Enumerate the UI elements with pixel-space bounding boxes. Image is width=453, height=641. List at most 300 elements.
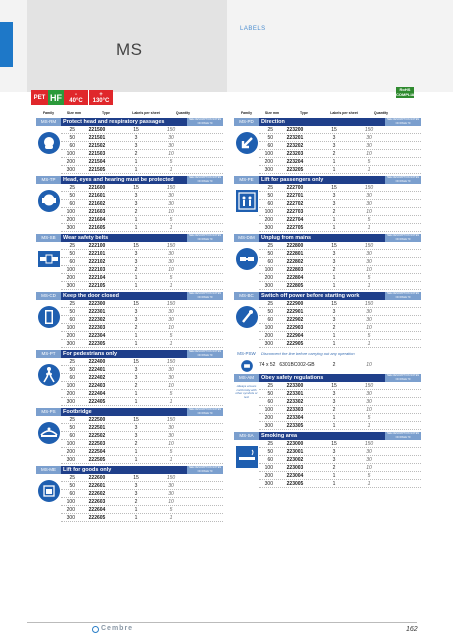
table-row bbox=[61, 158, 223, 166]
table-row bbox=[61, 126, 223, 134]
type-cell: 223204 bbox=[286, 158, 304, 165]
size-cell: 200 bbox=[66, 158, 75, 165]
quantity-cell: 150 bbox=[364, 126, 374, 133]
quantity-cell: 1 bbox=[169, 340, 173, 347]
size-cell: 300 bbox=[264, 480, 273, 487]
family-body bbox=[234, 242, 421, 290]
labels-per-sheet-cell: 2 bbox=[134, 440, 138, 447]
labels-per-sheet-cell: 2 bbox=[134, 324, 138, 331]
labels-per-sheet-cell: 3 bbox=[134, 142, 138, 149]
family-code: MS-PS bbox=[36, 408, 61, 416]
size-cell: 200 bbox=[264, 274, 273, 281]
product-family bbox=[234, 432, 421, 488]
family-code: MS-AM bbox=[234, 374, 259, 382]
table-row bbox=[61, 300, 223, 308]
quantity-cell: 150 bbox=[166, 242, 176, 249]
size-cell: 60 bbox=[69, 374, 75, 381]
quantity-cell: 30 bbox=[168, 424, 174, 431]
family-header-row bbox=[36, 176, 223, 184]
table-row bbox=[61, 324, 223, 332]
size-cell: 50 bbox=[69, 250, 75, 257]
size-cell: 200 bbox=[264, 414, 273, 421]
type-cell: 222502 bbox=[88, 432, 106, 439]
quantity-cell: 150 bbox=[364, 440, 374, 447]
size-cell: 50 bbox=[267, 308, 273, 315]
table-row bbox=[61, 514, 223, 522]
size-cell: 100 bbox=[264, 406, 273, 413]
family-header-row bbox=[234, 432, 421, 440]
footer-rule bbox=[27, 622, 417, 623]
size-cell: 300 bbox=[66, 514, 75, 521]
family-header-row bbox=[36, 350, 223, 358]
family-header-row bbox=[36, 466, 223, 474]
type-cell: 223200 bbox=[286, 126, 304, 133]
table-row bbox=[61, 332, 223, 340]
sign-icon bbox=[36, 419, 61, 447]
table-row bbox=[61, 224, 223, 232]
table-row bbox=[259, 480, 421, 488]
family-header-row bbox=[234, 118, 421, 126]
type-cell: 222702 bbox=[286, 200, 304, 207]
quantity-cell: 1 bbox=[169, 166, 173, 173]
labels-per-sheet-cell: 1 bbox=[134, 216, 138, 223]
labels-per-sheet-cell: 15 bbox=[133, 126, 139, 133]
size-cell: 50 bbox=[267, 192, 273, 199]
family-body bbox=[36, 242, 223, 290]
type-cell: 222301 bbox=[88, 308, 106, 315]
family-rows bbox=[61, 474, 223, 522]
size-cell: 50 bbox=[69, 366, 75, 373]
table-row bbox=[259, 158, 421, 166]
size-cell: 200 bbox=[66, 448, 75, 455]
type-cell: 222303 bbox=[88, 324, 106, 331]
table-row bbox=[61, 150, 223, 158]
type-cell: 223005 bbox=[286, 480, 304, 487]
page-title: MS bbox=[116, 40, 143, 59]
product-family bbox=[36, 234, 223, 290]
table-row bbox=[61, 258, 223, 266]
type-cell: 222902 bbox=[286, 316, 304, 323]
type-cell: 223302 bbox=[286, 398, 304, 405]
type-cell: 222605 bbox=[88, 514, 106, 521]
sign-icon bbox=[234, 443, 259, 471]
labels-per-sheet-cell: 3 bbox=[134, 432, 138, 439]
size-cell: 60 bbox=[69, 490, 75, 497]
type-cell: 223305 bbox=[286, 422, 304, 429]
table-row bbox=[61, 216, 223, 224]
type-cell: 222401 bbox=[88, 366, 106, 373]
size-cell: 50 bbox=[267, 134, 273, 141]
labels-per-sheet-cell: 3 bbox=[134, 316, 138, 323]
table-row bbox=[259, 134, 421, 142]
labels-per-sheet-cell: 3 bbox=[134, 366, 138, 373]
labels-per-sheet-cell: 2 bbox=[134, 498, 138, 505]
size-cell: 300 bbox=[264, 224, 273, 231]
table-row bbox=[61, 316, 223, 324]
left-column bbox=[36, 109, 223, 522]
labels-per-sheet-cell: 2 bbox=[332, 362, 336, 368]
type-cell: 221503 bbox=[88, 150, 106, 157]
quantity-cell: 30 bbox=[168, 308, 174, 315]
quantity-cell: 10 bbox=[168, 498, 174, 505]
type-header: Type bbox=[102, 110, 110, 115]
size-cell: 60 bbox=[267, 316, 273, 323]
size-cell: 60 bbox=[267, 258, 273, 265]
pet-badge: PET bbox=[31, 90, 48, 105]
size-cell: 50 bbox=[267, 250, 273, 257]
quantity-cell: 30 bbox=[366, 134, 372, 141]
sign-icon bbox=[234, 358, 259, 374]
quantity-cell: 10 bbox=[366, 464, 372, 471]
type-cell: 223303 bbox=[286, 406, 304, 413]
quantity-cell: 5 bbox=[367, 332, 371, 339]
size-cell: 100 bbox=[264, 266, 273, 273]
product-family-psw bbox=[234, 350, 421, 372]
labels-per-sheet-cell: 3 bbox=[332, 390, 336, 397]
table-row bbox=[61, 208, 223, 216]
quantity-cell: 30 bbox=[168, 366, 174, 373]
type-cell: 222601 bbox=[88, 482, 106, 489]
labels-per-sheet-cell: 1 bbox=[332, 282, 336, 289]
temp-low-sign: - bbox=[75, 91, 77, 98]
labels-per-sheet-cell: 2 bbox=[332, 266, 336, 273]
labels-per-sheet-cell: 2 bbox=[134, 382, 138, 389]
quantity-cell: 30 bbox=[168, 200, 174, 207]
table-row bbox=[61, 242, 223, 250]
family-description: Footbridge bbox=[61, 408, 187, 416]
type-cell: 223301 bbox=[286, 390, 304, 397]
type-cell: 222604 bbox=[88, 506, 106, 513]
sign-icon bbox=[36, 477, 61, 505]
type-header: Type bbox=[300, 110, 308, 115]
sign-symbol-icon bbox=[37, 189, 61, 213]
type-cell: 222503 bbox=[88, 440, 106, 447]
quantity-cell: 5 bbox=[169, 506, 173, 513]
sign-icon bbox=[234, 129, 259, 157]
size-cell: 60 bbox=[69, 258, 75, 265]
size-cell: 25 bbox=[267, 300, 273, 307]
labels-per-sheet-cell: 15 bbox=[331, 184, 337, 191]
size-cell: 60 bbox=[267, 142, 273, 149]
type-cell: 222802 bbox=[286, 258, 304, 265]
table-row bbox=[259, 406, 421, 414]
quantity-cell: 10 bbox=[366, 208, 372, 215]
size-cell: 100 bbox=[264, 464, 273, 471]
labels-per-sheet-cell: 1 bbox=[332, 274, 336, 281]
size-cell: 25 bbox=[69, 300, 75, 307]
labels-per-sheet-cell: 15 bbox=[331, 382, 337, 389]
table-row bbox=[61, 134, 223, 142]
quantity-cell: 1 bbox=[169, 398, 173, 405]
quantity-cell: 150 bbox=[166, 184, 176, 191]
product-family bbox=[36, 350, 223, 406]
size-cell: 50 bbox=[69, 308, 75, 315]
labels-per-sheet-cell: 1 bbox=[332, 480, 336, 487]
family-body bbox=[234, 358, 421, 372]
quantity-cell: 10 bbox=[168, 266, 174, 273]
type-cell: 223300 bbox=[286, 382, 304, 389]
quantity-cell: 10 bbox=[168, 382, 174, 389]
labels-per-sheet-cell: 15 bbox=[133, 184, 139, 191]
labels-per-sheet-cell: 1 bbox=[332, 414, 336, 421]
labels-per-sheet-cell: 3 bbox=[134, 250, 138, 257]
labels-per-sheet-cell: 2 bbox=[332, 208, 336, 215]
table-row bbox=[259, 200, 421, 208]
quantity-cell: 10 bbox=[366, 266, 372, 273]
labels-per-sheet-cell: 3 bbox=[134, 490, 138, 497]
family-header-row bbox=[234, 350, 421, 358]
quantity-cell: 5 bbox=[169, 274, 173, 281]
table-row bbox=[259, 192, 421, 200]
size-cell: 25 bbox=[267, 440, 273, 447]
table-row bbox=[259, 358, 421, 372]
labels-per-sheet-cell: 3 bbox=[332, 456, 336, 463]
quantity-cell: 30 bbox=[168, 374, 174, 381]
labels-per-sheet-header: Labels per sheet bbox=[330, 110, 358, 115]
type-cell: 221504 bbox=[88, 158, 106, 165]
table-row bbox=[259, 208, 421, 216]
size-cell: 200 bbox=[264, 332, 273, 339]
quantity-cell: 10 bbox=[366, 324, 372, 331]
table-row bbox=[61, 274, 223, 282]
labels-per-sheet-cell: 1 bbox=[134, 456, 138, 463]
size-cell: 60 bbox=[267, 200, 273, 207]
family-body bbox=[36, 300, 223, 348]
size-cell: 60 bbox=[69, 200, 75, 207]
quantity-cell: 5 bbox=[367, 274, 371, 281]
hf-badge: HF bbox=[48, 90, 64, 105]
quantity-header: Quantity bbox=[373, 110, 389, 115]
size-header: Size mm bbox=[264, 110, 280, 115]
family-description: Switch off power before starting work bbox=[259, 292, 385, 300]
sign-icon bbox=[36, 129, 61, 157]
sign-symbol-icon bbox=[37, 479, 61, 503]
type-cell: 221505 bbox=[88, 166, 106, 173]
family-header-row bbox=[234, 374, 421, 382]
temp-low-badge bbox=[64, 90, 88, 105]
family-rows bbox=[259, 300, 421, 348]
quantity-cell: 10 bbox=[168, 208, 174, 215]
labels-per-sheet-cell: 3 bbox=[134, 192, 138, 199]
temp-low-value: 40°C bbox=[69, 97, 83, 104]
labels-per-sheet-cell: 1 bbox=[332, 340, 336, 347]
sign-symbol-icon bbox=[235, 131, 259, 155]
family-body bbox=[36, 474, 223, 522]
table-row bbox=[259, 224, 421, 232]
family-description: For pedestrians only bbox=[61, 350, 187, 358]
labels-per-sheet-cell: 2 bbox=[332, 406, 336, 413]
quantity-cell: 30 bbox=[168, 250, 174, 257]
quantity-cell: 5 bbox=[367, 472, 371, 479]
size-cell: 100 bbox=[66, 266, 75, 273]
sign-icon bbox=[234, 303, 259, 331]
size-cell: 200 bbox=[66, 332, 75, 339]
family-body bbox=[36, 184, 223, 232]
labels-per-sheet-cell: 1 bbox=[332, 158, 336, 165]
table-row bbox=[61, 432, 223, 440]
size-cell: 200 bbox=[264, 158, 273, 165]
labels-per-sheet-cell: 3 bbox=[134, 258, 138, 265]
type-cell: 222500 bbox=[88, 416, 106, 423]
family-code: MS-SB bbox=[36, 234, 61, 242]
type-cell: 221500 bbox=[88, 126, 106, 133]
size-cell: 100 bbox=[264, 150, 273, 157]
sign-symbol-icon bbox=[235, 445, 259, 469]
family-code: MS-BC bbox=[234, 292, 259, 300]
labels-per-sheet-cell: 3 bbox=[332, 308, 336, 315]
family-description: Protect head and respiratory passages bbox=[61, 118, 187, 126]
type-cell: 223003 bbox=[286, 464, 304, 471]
quantity-cell: 30 bbox=[168, 432, 174, 439]
quantity-cell: 1 bbox=[367, 340, 371, 347]
material-badges bbox=[31, 90, 113, 105]
product-family bbox=[234, 118, 421, 174]
type-cell: 222102 bbox=[88, 258, 106, 265]
quantity-cell: 5 bbox=[169, 158, 173, 165]
size-cell: 200 bbox=[264, 472, 273, 479]
labels-per-sheet-cell: 3 bbox=[332, 448, 336, 455]
size-cell: 60 bbox=[267, 456, 273, 463]
sign-icon bbox=[234, 245, 259, 273]
table-row bbox=[61, 424, 223, 432]
table-row bbox=[259, 382, 421, 390]
family-rows bbox=[259, 358, 421, 372]
labels-per-sheet-cell: 1 bbox=[134, 224, 138, 231]
quantity-cell: 10 bbox=[366, 406, 372, 413]
family-note: SEE DESCRIPTION NOTES ON PAGE 79 bbox=[386, 374, 420, 381]
quantity-cell: 150 bbox=[166, 416, 176, 423]
type-cell: 222704 bbox=[286, 216, 304, 223]
type-cell: 222603 bbox=[88, 498, 106, 505]
size-cell: 100 bbox=[264, 208, 273, 215]
family-code: MS-SA bbox=[234, 432, 259, 440]
family-code: MS-RM bbox=[36, 118, 61, 126]
type-cell: 222602 bbox=[88, 490, 106, 497]
right-column bbox=[234, 109, 421, 488]
type-cell: 223205 bbox=[286, 166, 304, 173]
size-cell: 300 bbox=[264, 166, 273, 173]
table-row bbox=[61, 200, 223, 208]
family-description: Direction bbox=[259, 118, 385, 126]
type-cell: 222302 bbox=[88, 316, 106, 323]
quantity-cell: 150 bbox=[364, 300, 374, 307]
family-rows bbox=[259, 126, 421, 174]
table-row bbox=[259, 414, 421, 422]
quantity-cell: 150 bbox=[364, 382, 374, 389]
table-row bbox=[259, 282, 421, 290]
sign-icon bbox=[36, 361, 61, 389]
table-row bbox=[61, 166, 223, 174]
table-row bbox=[61, 382, 223, 390]
labels-per-sheet-cell: 1 bbox=[332, 422, 336, 429]
table-row bbox=[259, 464, 421, 472]
size-cell: 300 bbox=[66, 282, 75, 289]
quantity-cell: 10 bbox=[168, 324, 174, 331]
quantity-cell: 30 bbox=[366, 398, 372, 405]
quantity-cell: 1 bbox=[367, 224, 371, 231]
labels-per-sheet-cell: 3 bbox=[134, 308, 138, 315]
labels-per-sheet-cell: 3 bbox=[332, 200, 336, 207]
family-header-row bbox=[36, 118, 223, 126]
sign-icon bbox=[234, 187, 259, 215]
type-cell: 221501 bbox=[88, 134, 106, 141]
size-header: Size mm bbox=[66, 110, 82, 115]
family-rows bbox=[259, 382, 421, 430]
size-cell: 50 bbox=[267, 448, 273, 455]
type-cell: 223202 bbox=[286, 142, 304, 149]
labels-per-sheet-cell: 3 bbox=[134, 424, 138, 431]
table-row bbox=[61, 184, 223, 192]
quantity-cell: 1 bbox=[367, 282, 371, 289]
type-cell: 222600 bbox=[88, 474, 106, 481]
table-row bbox=[259, 274, 421, 282]
sign-icon bbox=[36, 187, 61, 215]
type-cell: 222803 bbox=[286, 266, 304, 273]
labels-per-sheet-cell: 1 bbox=[134, 506, 138, 513]
size-cell: 300 bbox=[66, 166, 75, 173]
table-row bbox=[259, 258, 421, 266]
family-note: SEE DESCRIPTION NOTES ON PAGE 79 bbox=[188, 118, 222, 125]
table-row bbox=[259, 166, 421, 174]
family-description: Unplug from mains bbox=[259, 234, 385, 242]
quantity-cell: 5 bbox=[169, 448, 173, 455]
table-row bbox=[259, 422, 421, 430]
table-row bbox=[259, 126, 421, 134]
labels-per-sheet-cell: 1 bbox=[332, 166, 336, 173]
cembre-logo: Cembre bbox=[101, 625, 134, 632]
size-cell: 200 bbox=[264, 216, 273, 223]
family-body bbox=[36, 358, 223, 406]
labels-per-sheet-cell: 1 bbox=[134, 166, 138, 173]
labels-per-sheet-cell: 2 bbox=[332, 150, 336, 157]
disconnect-icon bbox=[240, 359, 254, 373]
quantity-cell: 10 bbox=[168, 440, 174, 447]
quantity-cell: 1 bbox=[169, 282, 173, 289]
size-cell: 50 bbox=[69, 134, 75, 141]
family-code: MS-CD bbox=[36, 292, 61, 300]
family-description: Head, eyes and hearing must be protected bbox=[61, 176, 187, 184]
family-rows bbox=[259, 184, 421, 232]
family-body bbox=[234, 184, 421, 232]
table-row bbox=[61, 366, 223, 374]
temp-high-badge bbox=[88, 90, 113, 105]
table-row bbox=[259, 340, 421, 348]
family-note: SEE DESCRIPTION NOTES ON PAGE 79 bbox=[188, 350, 222, 357]
size-cell: 50 bbox=[69, 482, 75, 489]
labels-per-sheet-cell: 15 bbox=[133, 242, 139, 249]
quantity-cell: 30 bbox=[168, 482, 174, 489]
type-cell: 223001 bbox=[286, 448, 304, 455]
type-cell: 222105 bbox=[88, 282, 106, 289]
type-cell: 221600 bbox=[88, 184, 106, 191]
family-code: MS-ME bbox=[36, 466, 61, 474]
type-cell: 223203 bbox=[286, 150, 304, 157]
labels-per-sheet-cell: 2 bbox=[134, 266, 138, 273]
type-cell: 222101 bbox=[88, 250, 106, 257]
family-code: MS-DIM bbox=[234, 234, 259, 242]
type-cell: 222304 bbox=[88, 332, 106, 339]
labels-per-sheet-cell: 15 bbox=[133, 416, 139, 423]
size-cell: 300 bbox=[264, 340, 273, 347]
labels-per-sheet-cell: 2 bbox=[134, 150, 138, 157]
size-cell: 25 bbox=[69, 184, 75, 191]
size-cell: 74 x 52 bbox=[259, 362, 276, 368]
labels-per-sheet-cell: 15 bbox=[331, 126, 337, 133]
cembre-logo-icon bbox=[92, 626, 99, 633]
quantity-cell: 30 bbox=[366, 192, 372, 199]
quantity-cell: 30 bbox=[168, 490, 174, 497]
section-tab[interactable] bbox=[0, 22, 13, 67]
